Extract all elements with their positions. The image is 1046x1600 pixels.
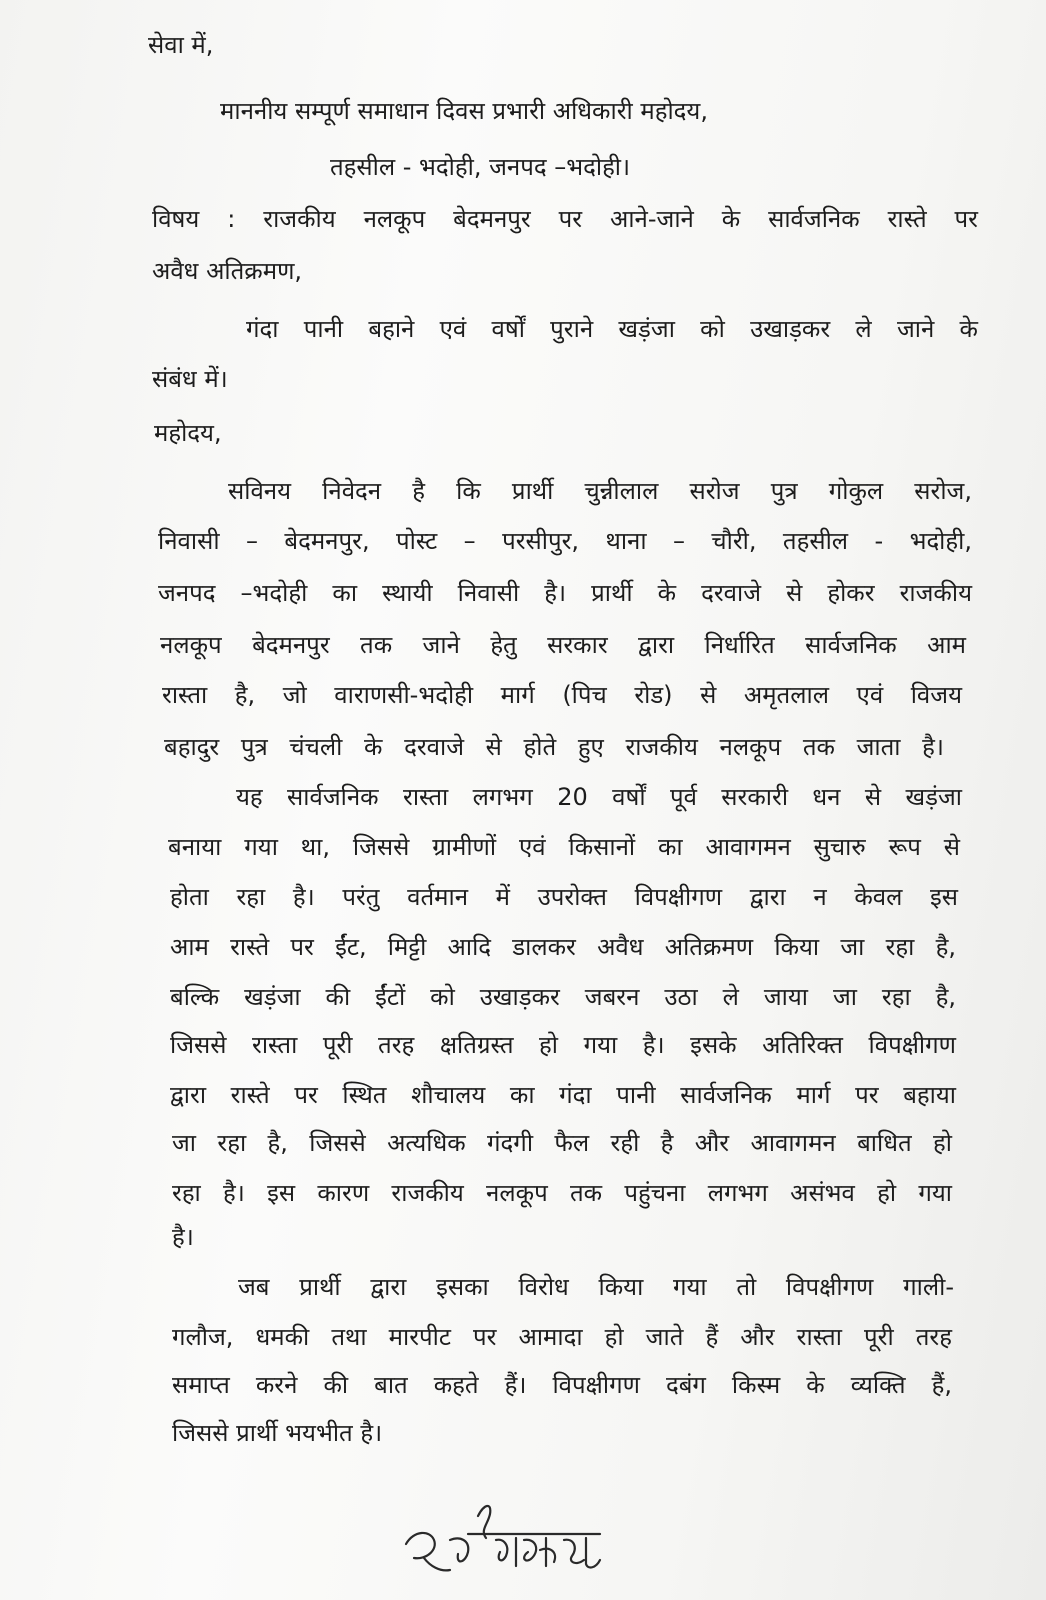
body-line: बहादुर पुत्र चंचली के दरवाजे से होते हुए राजकीय नलकूप तक जाता है। (164, 733, 944, 761)
body-line: होता रहा है। परंतु वर्तमान में उपरोक्त विपक्षीगण द्वारा न केवल इस (170, 883, 958, 911)
subject-line: गंदा पानी बहाने एवं वर्षों पुराने खड़ंजा को उखाड़कर ले जाने के (246, 315, 978, 343)
body-line: द्वारा रास्ते पर स्थित शौचालय का गंदा पानी सार्वजनिक मार्ग पर बहाया (170, 1081, 956, 1109)
salutation: सेवा में, (148, 31, 214, 59)
body-line: आम रास्ते पर ईंट, मिट्टी आदि डालकर अवैध अतिक्रमण किया जा रहा है, (170, 933, 956, 961)
recipient-line-2: तहसील - भदोही, जनपद –भदोही। (330, 153, 631, 181)
body-line: निवासी – बेदमनपुर, पोस्ट – परसीपुर, थाना – चौरी, तहसील - भदोही, (158, 527, 972, 555)
body-line: बल्कि खड़ंजा की ईंटों को उखाड़कर जबरन उठा ले जाया जा रहा है, (170, 983, 956, 1011)
body-line: है। (172, 1223, 194, 1251)
body-line: रास्ता है, जो वाराणसी-भदोही मार्ग (पिच रोड) से अमृतलाल एवं विजय (162, 681, 962, 709)
body-line: जब प्रार्थी द्वारा इसका विरोध किया गया तो विपक्षीगण गाली- (238, 1273, 954, 1301)
body-line: जिससे प्रार्थी भयभीत है। (172, 1419, 383, 1447)
subject-line: अवैध अतिक्रमण, (152, 257, 303, 285)
body-line: जिससे रास्ता पूरी तरह क्षतिग्रस्त हो गया है। इसके अतिरिक्त विपक्षीगण (170, 1031, 956, 1059)
body-line: सविनय निवेदन है कि प्रार्थी चुन्नीलाल सरोज पुत्र गोकुल सरोज, (228, 477, 972, 505)
body-line: नलकूप बेदमनपुर तक जाने हेतु सरकार द्वारा निर्धारित सार्वजनिक आम (160, 631, 966, 659)
body-line: समाप्त करने की बात कहते हैं। विपक्षीगण दबंग किस्म के व्यक्ति हैं, (172, 1371, 952, 1399)
subject-line: संबंध में। (152, 365, 228, 393)
recipient-line-1: माननीय सम्पूर्ण समाधान दिवस प्रभारी अधिकारी महोदय, (220, 97, 708, 125)
body-line: जनपद –भदोही का स्थायी निवासी है। प्रार्थी के दरवाजे से होकर राजकीय (158, 579, 972, 607)
greeting: महोदय, (154, 419, 222, 447)
body-line: गलौज, धमकी तथा मारपीट पर आमादा हो जाते हैं और रास्ता पूरी तरह (172, 1323, 952, 1351)
handwritten-signature (400, 1500, 610, 1580)
body-line: बनाया गया था, जिससे ग्रामीणों एवं किसानों का आवागमन सुचारु रूप से (168, 833, 960, 861)
subject-line: विषय : राजकीय नलकूप बेदमनपुर पर आने-जाने के सार्वजनिक रास्ते पर (152, 205, 978, 233)
body-line: यह सार्वजनिक रास्ता लगभग 20 वर्षों पूर्व सरकारी धन से खड़ंजा (236, 783, 962, 811)
body-line: रहा है। इस कारण राजकीय नलकूप तक पहुंचना लगभग असंभव हो गया (172, 1179, 952, 1207)
body-line: जा रहा है, जिससे अत्यधिक गंदगी फैल रही है और आवागमन बाधित हो (172, 1129, 952, 1157)
